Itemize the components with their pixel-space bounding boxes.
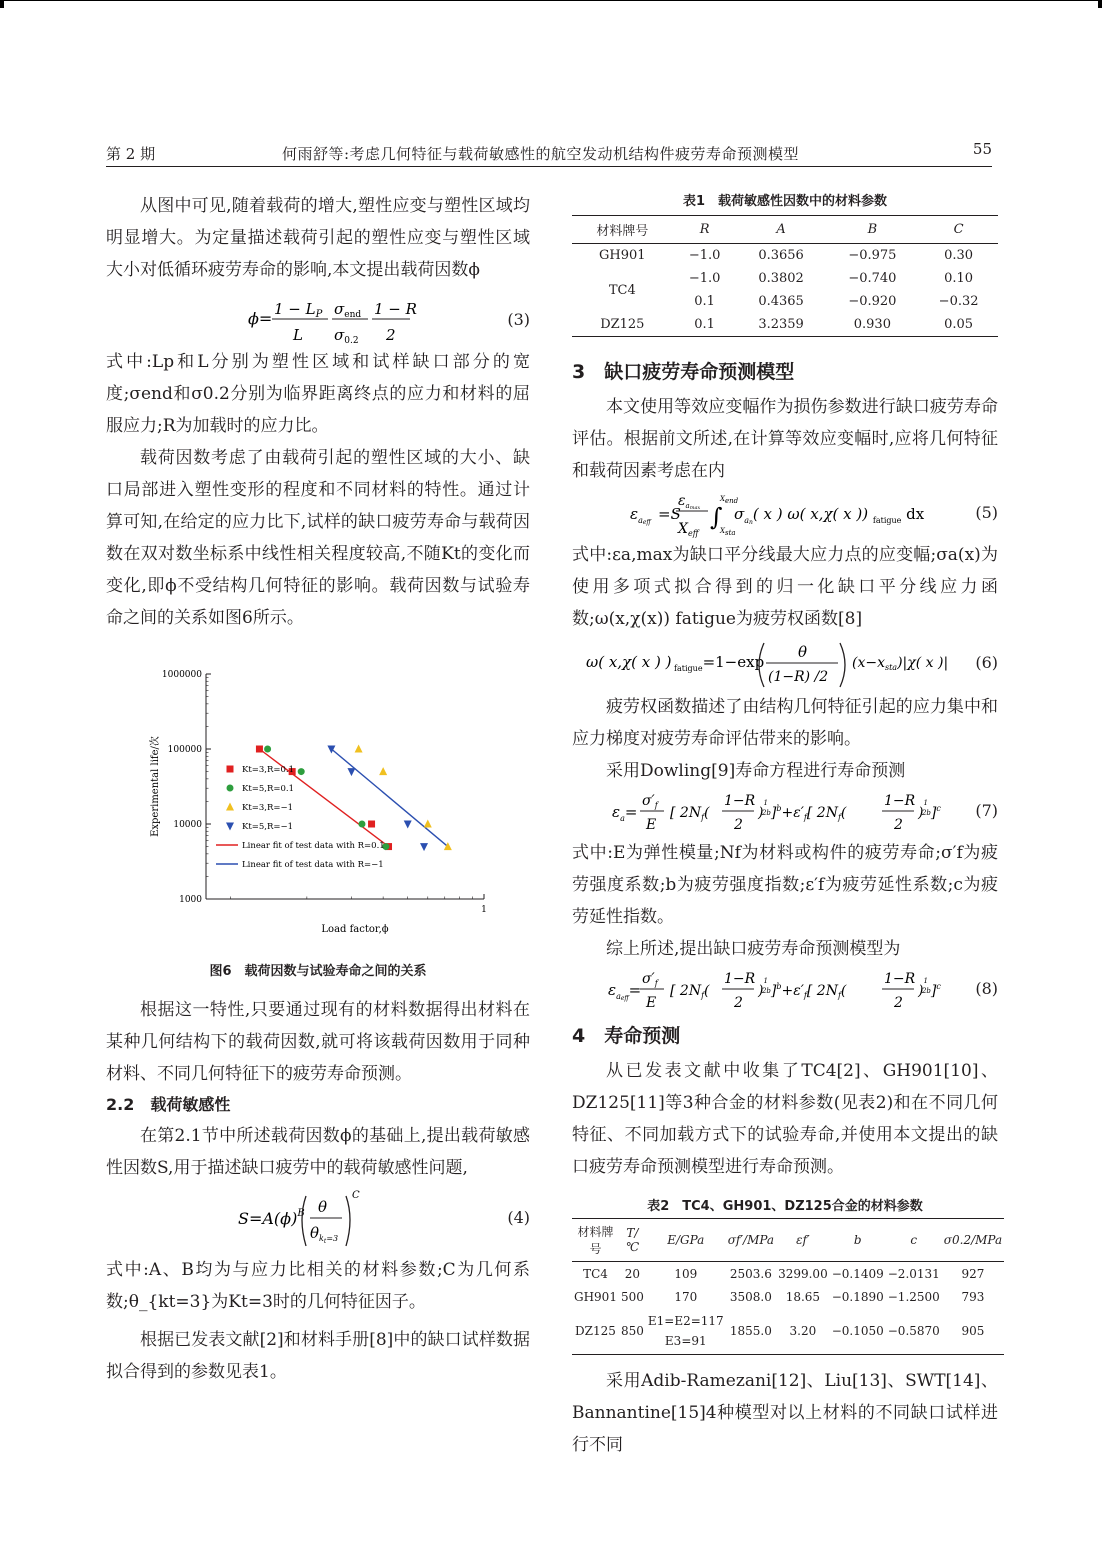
equation-7-render bbox=[572, 787, 998, 837]
svg-text:[ 2Nf(: [ $2N_f$( bbox=[670, 983, 710, 1000]
table-header: E/GPa bbox=[646, 1219, 726, 1262]
svg-text:(x−xsta)|χ( x )|: $(x-x_{sta})|\chi$( x )| bbox=[852, 655, 949, 672]
legend-label: Linear fit of test data with R=−1 bbox=[242, 860, 384, 870]
svg-text:)12b]c: )$^1$ 2b]$^c$ bbox=[918, 799, 941, 821]
svg-text:=S: =S bbox=[658, 505, 681, 523]
x-tick-label: 1 bbox=[481, 905, 487, 915]
table-cell: GH901 bbox=[574, 1289, 617, 1304]
data-point bbox=[355, 745, 363, 753]
table-cell: DZ125 bbox=[572, 313, 673, 337]
equation-number: (3) bbox=[507, 310, 530, 329]
y-axis-label: Experimental life/次 bbox=[150, 736, 161, 837]
svg-text:ω( x,χ( x ) ) fatigue=1−exp: ω( x,χ( x ) ) $_{fatigue}$=1−exp bbox=[586, 653, 765, 673]
table-cell: −0.740 bbox=[848, 271, 897, 286]
table-row bbox=[572, 313, 998, 337]
svg-text:[ 2Nf(: [ $2N_f$( bbox=[670, 805, 710, 822]
table-cell: 850 bbox=[619, 1308, 646, 1355]
table-cell: 0.30 bbox=[944, 248, 974, 263]
table-row bbox=[572, 1285, 1004, 1308]
svg-text:ϕ=: ϕ= bbox=[248, 309, 273, 328]
svg-text:∫: ∫ bbox=[710, 503, 723, 531]
svg-text:2: 2 bbox=[894, 817, 903, 833]
paragraph: 采用Adib-Ramezani[12]、Liu[13]、SWT[14]、Bannantine[15]4种模型对以上材料的不同缺口试样进行不同 bbox=[572, 1371, 998, 1455]
legend-marker bbox=[227, 785, 234, 792]
svg-text:Xsta: Xsta bbox=[720, 527, 736, 537]
data-point bbox=[424, 820, 432, 828]
figure-caption: 图6 载荷因数与试验寿命之间的关系 bbox=[209, 964, 427, 979]
table-header: σ0.2/MPa bbox=[942, 1219, 1004, 1262]
equation-5 bbox=[572, 487, 998, 539]
svg-text:2: 2 bbox=[894, 995, 903, 1011]
table-cell: GH901 bbox=[599, 248, 646, 263]
data-point bbox=[404, 821, 412, 829]
paragraph: 根据已发表文献[2]和材料手册[8]中的缺口试样数据拟合得到的参数见表1。 bbox=[106, 1330, 530, 1382]
svg-text:E: E bbox=[646, 995, 657, 1011]
data-point bbox=[347, 768, 355, 776]
data-point bbox=[420, 843, 428, 851]
svg-text:1−R: 1−R bbox=[884, 971, 916, 987]
legend-label: Kt=3,R=0.1 bbox=[242, 765, 295, 775]
svg-text:σ′f: $\sigma'_f$ bbox=[642, 793, 658, 810]
table-cell: −1.0 bbox=[688, 271, 721, 286]
equation-number: (5) bbox=[975, 503, 998, 522]
table-row bbox=[572, 1308, 1004, 1355]
svg-text:εamax: $\varepsilon_{amax}$ bbox=[678, 493, 701, 511]
svg-text:εaeff: $\varepsilon_{aeff}$ bbox=[630, 505, 651, 526]
table-cell: E1=E2=117 E3=91 bbox=[646, 1308, 726, 1355]
table-2 bbox=[572, 1218, 1004, 1355]
table-cell: 3.20 bbox=[776, 1308, 830, 1355]
table-cell: 18.65 bbox=[785, 1289, 821, 1304]
table-cell: 0.1 bbox=[673, 313, 737, 337]
left-column bbox=[106, 190, 530, 1388]
table-cell: 0.10 bbox=[944, 271, 974, 286]
table-cell: 905 bbox=[942, 1308, 1004, 1355]
table-cell: 0.3656 bbox=[758, 248, 804, 263]
svg-text:1−R: 1−R bbox=[724, 971, 756, 987]
svg-text:L: L bbox=[293, 326, 303, 344]
svg-text:2: 2 bbox=[734, 817, 743, 833]
data-point bbox=[368, 821, 375, 828]
issue-number: 第 2 期 bbox=[106, 145, 156, 163]
fit-line bbox=[331, 749, 447, 847]
right-column bbox=[572, 190, 1003, 1461]
equation-number: (7) bbox=[975, 801, 998, 820]
data-point bbox=[298, 768, 305, 775]
svg-text:σ0.2: $\sigma_{0.2}$ bbox=[334, 326, 359, 346]
svg-text:)12b]b+ε′f[ 2Nf(: )$^1$ $2b]^b+\varepsilon'_f$[ $2N_f$( bbox=[758, 977, 847, 1000]
data-point bbox=[264, 746, 271, 753]
svg-text:E: E bbox=[646, 817, 657, 833]
equation-8 bbox=[572, 965, 998, 1015]
svg-text:θ: θ bbox=[318, 1198, 328, 1216]
equation-4-render bbox=[106, 1184, 530, 1254]
equation-number: (8) bbox=[975, 979, 998, 998]
table-header: εf′ bbox=[776, 1219, 830, 1262]
table-cell: −0.920 bbox=[848, 294, 897, 309]
legend-label: Kt=3,R=−1 bbox=[242, 803, 294, 813]
table-header: σf′/MPa bbox=[726, 1219, 776, 1262]
svg-text:σ′f: $\sigma'_f$ bbox=[642, 971, 658, 988]
table-2-caption: 表2 TC4、GH901、DZ125合金的材料参数 bbox=[647, 1199, 923, 1214]
paragraph: 疲劳权函数描述了由结构几何特征引起的应力集中和应力梯度对疲劳寿命评估带来的影响。 bbox=[572, 697, 998, 749]
table-cell: TC4 bbox=[608, 282, 636, 298]
paragraph: 载荷因数考虑了由载荷引起的塑性区域的大小、缺口局部进入塑性变形的程度和不同材料的特性。通过计算可知,在给定的应力比下,试样的缺口疲劳寿命与载荷因数在双对数坐标系中线性相关程度较高,不随Kt的变化而变化,即ϕ不受结构几何特征的影响。载荷因数与试验寿命之间的关系如图6所示。 bbox=[106, 448, 530, 628]
table-row bbox=[572, 1262, 1004, 1286]
table-cell: 0.1 bbox=[694, 294, 715, 309]
equation-3 bbox=[106, 290, 530, 346]
svg-text:Xend: Xend bbox=[720, 495, 739, 505]
table-header: c bbox=[886, 1219, 942, 1262]
svg-text:S=A(ϕ)B: $S=A(\phi)^B$ bbox=[238, 1208, 305, 1228]
data-point bbox=[256, 746, 263, 753]
table-cell: 500 bbox=[620, 1289, 644, 1304]
y-tick-label: 100000 bbox=[167, 745, 202, 755]
table-cell: 927 bbox=[961, 1266, 985, 1281]
data-point bbox=[327, 746, 335, 754]
table-cell: 0.3802 bbox=[758, 271, 804, 286]
table-header: C bbox=[919, 216, 998, 244]
svg-text:1 − LP: $1 - L_P$ bbox=[274, 300, 323, 320]
svg-text:1−R: 1−R bbox=[724, 793, 756, 809]
table-cell: −0.975 bbox=[848, 248, 897, 263]
table-cell: 20 bbox=[624, 1266, 641, 1281]
paragraph: 本文使用等效应变幅作为损伤参数进行缺口疲劳寿命评估。根据前文所述,在计算等效应变幅时,应将几何特征和载荷因素考虑在内 bbox=[572, 397, 998, 481]
table-1 bbox=[572, 215, 998, 337]
table-cell: −0.1409 bbox=[831, 1266, 884, 1281]
paragraph: 从已发表文献中收集了TC4[2]、GH901[10]、DZ125[11]等3种合金的材料参数(见表2)和在不同几何特征、不同加载方式下的试验寿命,并使用本文提出的缺口疲劳寿命预测模型进行寿命预测。 bbox=[572, 1061, 998, 1177]
svg-text:θ: θ bbox=[798, 643, 808, 661]
table-cell: −1.0 bbox=[688, 248, 721, 263]
table-cell: DZ125 bbox=[572, 1308, 619, 1355]
table-cell: TC4 bbox=[583, 1266, 608, 1281]
equation-3-render bbox=[106, 290, 530, 346]
table-cell: 3508.0 bbox=[729, 1289, 772, 1304]
table-cell: 170 bbox=[674, 1289, 698, 1304]
equation-6 bbox=[572, 635, 998, 691]
svg-text:1 − R: 1 − R bbox=[374, 300, 417, 318]
table-cell: 0.930 bbox=[826, 313, 920, 337]
section-heading-2-2: 2.2 载荷敏感性 bbox=[106, 1095, 231, 1114]
paragraph: 从图中可见,随着载荷的增大,塑性应变与塑性区域均明显增大。为定量描述载荷引起的塑性应变与塑性区域大小对低循环疲劳寿命的影响,本文提出载荷因数ϕ bbox=[106, 196, 530, 280]
table-cell: 0.4365 bbox=[758, 294, 804, 309]
legend-label: Kt=5,R=0.1 bbox=[242, 784, 295, 794]
table-cell: 1855.0 bbox=[726, 1308, 776, 1355]
equation-8-render bbox=[572, 965, 998, 1015]
svg-text:2: 2 bbox=[734, 995, 743, 1011]
table-cell: 793 bbox=[961, 1289, 985, 1304]
svg-text:Xeff: $X_{eff}$ bbox=[678, 521, 699, 538]
table-header: A bbox=[737, 216, 826, 244]
svg-text:εa=: $\varepsilon_a=$ bbox=[612, 803, 638, 823]
table-header: B bbox=[826, 216, 920, 244]
svg-text:)12b]b+ε′f[ 2Nf(: )$^1$ $2b]^b+\varepsilon'_f$[ $2N_f$( bbox=[758, 799, 847, 822]
table-header: R bbox=[673, 216, 737, 244]
data-point bbox=[379, 767, 387, 775]
running-title: 何雨舒等:考虑几何特征与载荷敏感性的航空发动机结构件疲劳寿命预测模型 bbox=[282, 145, 800, 163]
legend-label: Linear fit of test data with R=0.1 bbox=[242, 841, 385, 851]
table-cell: −2.0131 bbox=[887, 1266, 940, 1281]
paragraph: 综上所述,提出缺口疲劳寿命预测模型为 bbox=[606, 939, 901, 959]
paragraph: 式中:A、B均为与应力比相关的材料参数;C为几何系数;θ_{kt=3}为Kt=3时的几何特征因子。 bbox=[106, 1260, 530, 1312]
paragraph: 式中:εa,max为缺口平分线最大应力点的应变幅;σa(x)为使用多项式拟合得到的归一化缺口平分线应力函数;ω(x,χ(x)) fatigue为疲劳权函数[8] bbox=[572, 545, 998, 629]
table-cell: 2503.6 bbox=[729, 1266, 772, 1281]
table-header: 材料牌号 bbox=[572, 1219, 619, 1262]
paragraph: 式中:E为弹性模量;Nf为材料或构件的疲劳寿命;σ′f为疲劳强度系数;b为疲劳强度指数;ε′f为疲劳延性系数;c为疲劳延性指数。 bbox=[572, 843, 998, 927]
table-row bbox=[572, 244, 998, 268]
legend-label: Kt=5,R=−1 bbox=[242, 822, 294, 832]
svg-text:)12b]c: )$^1$ 2b]$^c$ bbox=[918, 977, 941, 999]
equation-number: (6) bbox=[975, 653, 998, 672]
table-cell: −0.32 bbox=[938, 294, 979, 309]
running-header bbox=[106, 140, 992, 167]
paragraph: 式中:Lp和L分别为塑性区域和试样缺口部分的宽度;σend和σ0.2分别为临界距离终点的应力和材料的屈服应力;R为加载时的应力比。 bbox=[106, 352, 530, 436]
legend-marker bbox=[227, 766, 234, 773]
data-point bbox=[358, 821, 365, 828]
page-top-rule bbox=[0, 0, 1102, 1]
equation-4 bbox=[106, 1184, 530, 1254]
data-point bbox=[444, 842, 452, 850]
equation-number: (4) bbox=[507, 1208, 530, 1227]
paragraph: 在第2.1节中所述载荷因数ϕ的基础上,提出载荷敏感性因数S,用于描述缺口疲劳中的载荷敏感性问题, bbox=[106, 1126, 530, 1178]
table-cell: 109 bbox=[674, 1266, 698, 1281]
table-header: 材料牌号 bbox=[572, 216, 673, 244]
svg-text:σan( x ) ω( x,χ( x )) fatigue: $\sigma_{an}$( x ) ω( x,χ( x )) $_{fatigue}$ dx bbox=[734, 505, 925, 526]
page-number: 55 bbox=[972, 140, 992, 158]
legend-marker bbox=[226, 803, 234, 811]
table-cell: 3.2359 bbox=[737, 313, 826, 337]
equation-7 bbox=[572, 787, 998, 837]
paragraph: 采用Dowling[9]寿命方程进行寿命预测 bbox=[606, 761, 906, 781]
table-cell: −1.2500 bbox=[887, 1289, 940, 1304]
load-factor-life-chart bbox=[106, 654, 530, 954]
y-tick-label: 10000 bbox=[173, 820, 202, 830]
table-header: b bbox=[830, 1219, 886, 1262]
y-tick-label: 1000 bbox=[179, 895, 202, 905]
svg-text:σend: $\sigma_{end}$ bbox=[334, 300, 362, 320]
table-cell: 0.05 bbox=[919, 313, 998, 337]
svg-text:C: C bbox=[352, 1190, 360, 1201]
section-heading-4: 4 寿命预测 bbox=[572, 1025, 681, 1047]
svg-text:1−R: 1−R bbox=[884, 793, 916, 809]
crop-mark-right bbox=[1098, 0, 1102, 8]
table-row bbox=[572, 267, 998, 290]
svg-text:2: 2 bbox=[386, 326, 396, 344]
table-cell: −0.1890 bbox=[831, 1289, 884, 1304]
figure-6 bbox=[106, 654, 530, 984]
legend-marker bbox=[226, 823, 234, 831]
equation-5-render bbox=[572, 487, 998, 539]
svg-text:θkt=3: $\theta_{k_t=3}$ bbox=[310, 1224, 339, 1245]
table-cell: 3299.00 bbox=[778, 1266, 828, 1281]
y-tick-label: 1000000 bbox=[161, 670, 202, 680]
svg-text:εaeff=: $\varepsilon_{aeff}=$ bbox=[608, 981, 642, 1002]
section-heading-3: 3 缺口疲劳寿命预测模型 bbox=[572, 361, 795, 383]
table-cell: −0.1050 bbox=[830, 1308, 886, 1355]
x-axis-label: Load factor,ϕ bbox=[321, 924, 389, 935]
paragraph: 根据这一特性,只要通过现有的材料数据得出材料在某种几何结构下的载荷因数,就可将该载荷因数用于同种材料、不同几何特征下的疲劳寿命预测。 bbox=[106, 1000, 530, 1084]
equation-6-render bbox=[572, 635, 998, 691]
table-header: T/℃ bbox=[619, 1219, 646, 1262]
svg-text:(1−R) /2: (1−R) /2 bbox=[768, 669, 829, 685]
crop-mark-left bbox=[0, 0, 4, 8]
table-cell: −0.5870 bbox=[886, 1308, 942, 1355]
table-1-caption: 表1 载荷敏感性因数中的材料参数 bbox=[682, 194, 888, 209]
